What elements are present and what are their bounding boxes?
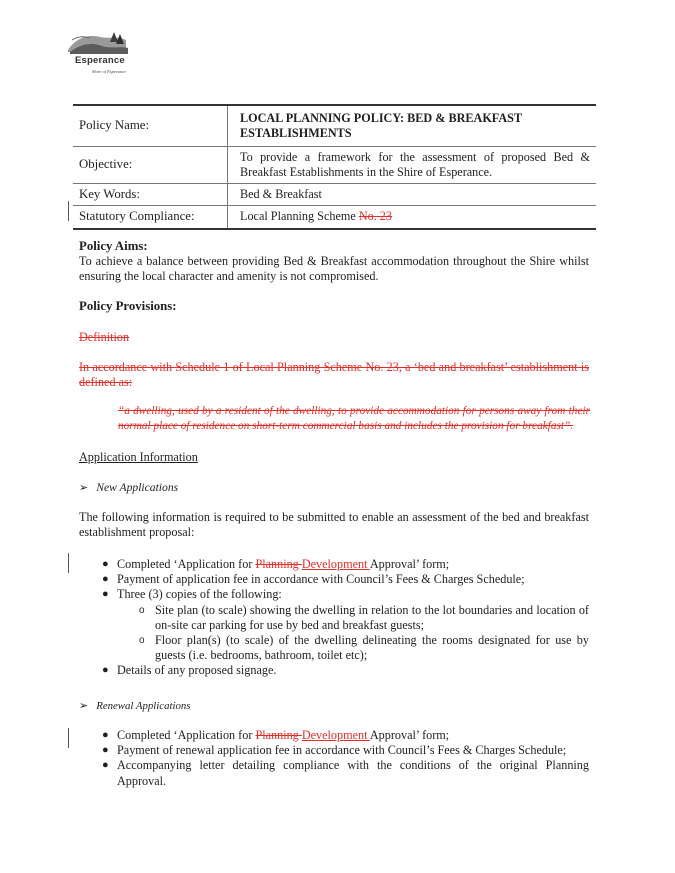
objective-label: Objective: [73, 147, 228, 184]
sub-list-item [79, 633, 589, 663]
table-row [73, 206, 596, 230]
table-row [73, 184, 596, 206]
policy-provisions-heading: Policy Provisions: [79, 299, 177, 313]
new-applications-label: New Applications [96, 481, 179, 494]
item-text: Payment of renewal application fee in accordance with Council’s Fees & Charges Schedule; [117, 743, 567, 758]
policy-aims-text: To achieve a balance between providing Bed & Breakfast accommodation throughout the Shire whilst ensuring the local character and amenity is not compromised. [79, 254, 589, 284]
item-text: Details of any proposed signage. [117, 663, 277, 678]
sub-bullet-icon: o [139, 635, 145, 647]
deleted-text: Planning [255, 728, 302, 742]
bullet-icon: ● [102, 588, 109, 601]
item-text: Approval’ form; [369, 557, 450, 571]
list-item [79, 743, 589, 758]
item-text: Approval’ form; [369, 728, 450, 742]
change-bar [68, 728, 69, 748]
item-text: Completed ‘Application for [117, 728, 256, 742]
policy-name-label: Policy Name: [73, 105, 228, 147]
table-row [73, 147, 596, 184]
bullet-icon: ● [102, 573, 109, 586]
renewal-applications-heading [79, 698, 190, 714]
statutory-compliance-value [228, 206, 597, 230]
arrow-bullet-icon: ➢ [79, 481, 89, 494]
table-row [73, 105, 596, 147]
change-bar [68, 201, 69, 221]
logo-wordmark: Esperance [75, 55, 125, 66]
renewal-applications-label: Renewal Applications [96, 700, 191, 712]
logo-tagline: Shire of Esperance [92, 69, 127, 74]
bullet-icon: ● [102, 744, 109, 757]
list-item [79, 728, 589, 743]
list-item [79, 758, 589, 788]
item-text: Three (3) copies of the following: [117, 587, 282, 602]
inserted-text: Development [301, 728, 370, 742]
key-words-value: Bed & Breakfast [228, 184, 597, 206]
statutory-compliance-deleted: No. 23 [358, 209, 392, 224]
statutory-compliance-text: Local Planning Scheme [240, 209, 359, 224]
deleted-text: Planning [255, 557, 302, 571]
list-item [79, 572, 589, 587]
policy-aims-heading: Policy Aims: [79, 239, 148, 253]
list-item [79, 557, 589, 572]
statutory-compliance-label: Statutory Compliance: [73, 206, 228, 230]
arrow-bullet-icon: ➢ [79, 699, 89, 712]
new-applications-heading [79, 480, 178, 495]
application-info-heading: Application Information [79, 450, 198, 464]
bullet-icon: ● [102, 759, 109, 772]
change-bar [68, 553, 69, 573]
item-text: Site plan (to scale) showing the dwelling in relation to the lot boundaries and location of on-site car parking for use by bed and breakfast guests; [155, 602, 589, 632]
list-item [79, 587, 589, 663]
item-text: Payment of application fee in accordance with Council’s Fees & Charges Schedule; [117, 572, 525, 587]
key-words-label: Key Words: [73, 184, 228, 206]
sub-bullet-icon: o [139, 604, 145, 616]
item-text: Accompanying letter detailing compliance with the conditions of the original Planning Approval. [117, 758, 589, 788]
list-item [79, 663, 589, 678]
application-intro: The following information is required to be submitted to enable an assessment of the bed and breakfast establishment proposal: [79, 510, 589, 540]
definition-quote: “a dwelling, used by a resident of the dwelling, to provide accommodation for persons away from their normal place of residence on short-term commercial basis and includes the provision for breakfast”. [118, 405, 590, 432]
shire-logo [66, 28, 130, 74]
inserted-text: Development [301, 557, 370, 571]
policy-name-value: LOCAL PLANNING POLICY: BED & BREAKFAST ESTABLISHMENTS [228, 105, 597, 147]
item-text: Completed ‘Application for [117, 557, 256, 571]
sub-list-item [79, 603, 589, 633]
objective-value: To provide a framework for the assessment of proposed Bed & Breakfast Establishments in the Shire of Esperance. [228, 147, 597, 184]
item-text: Floor plan(s) (to scale) of the dwelling delineating the rooms designated for use by guests (i.e. bedrooms, bathroom, toilet etc); [155, 633, 589, 663]
bullet-icon: ● [102, 729, 109, 741]
new-application-list [79, 557, 589, 679]
policy-info-table [73, 104, 596, 230]
bullet-icon: ● [102, 558, 109, 570]
bullet-icon: ● [102, 664, 109, 677]
definition-text: In accordance with Schedule 1 of Local Planning Scheme No. 23, a ‘bed and breakfast’ establishment is defined as: [79, 360, 589, 390]
definition-heading: Definition [79, 330, 130, 344]
renewal-application-list [79, 728, 589, 789]
